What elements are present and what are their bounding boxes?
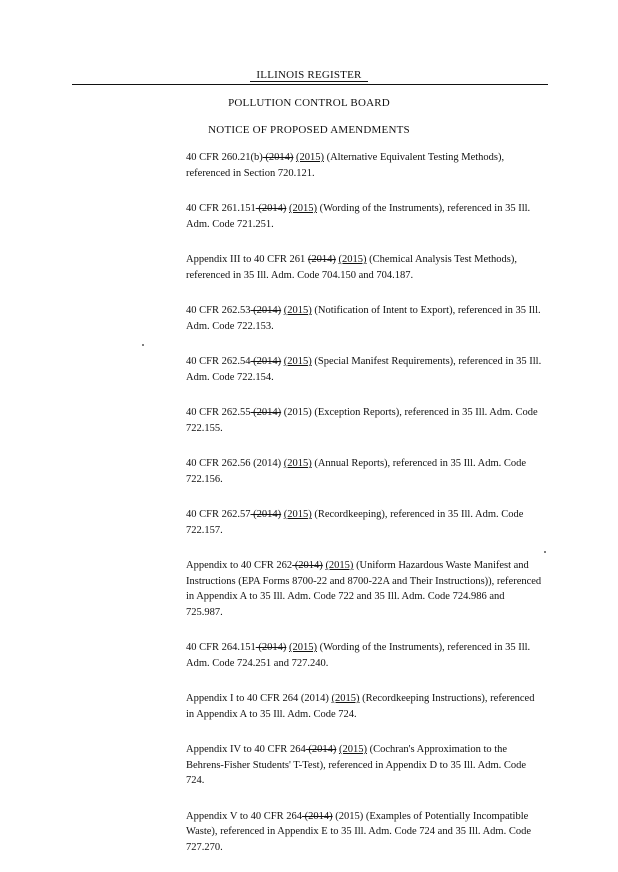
- reference-entry-10: [186, 640, 542, 671]
- deleted-text: (2014): [302, 810, 333, 822]
- entry-suffix: (Chemical Analysis Test Methods), referenced in 35 Ill. Adm. Code 704.150 and 704.187.: [186, 254, 517, 281]
- deleted-text: (2014): [255, 203, 287, 214]
- scan-speck: [142, 344, 144, 346]
- entry-suffix: (Wording of the Instruments), referenced in 35 Ill. Adm. Code 721.251.: [186, 203, 531, 230]
- inserted-text: (2015): [325, 560, 354, 571]
- entry-prefix: 40 CFR 262.53: [186, 305, 251, 316]
- inserted-text: (2015): [338, 254, 367, 265]
- inserted-text: (2015): [283, 458, 312, 469]
- entry-prefix: Appendix IV to 40 CFR 264: [186, 744, 306, 755]
- inserted-text: (2015): [283, 305, 312, 316]
- board-title: POLLUTION CONTROL BOARD: [228, 97, 390, 109]
- deleted-text: (2014): [250, 305, 282, 316]
- entry-prefix: Appendix V to 40 CFR 264: [186, 810, 303, 822]
- reference-entry-3: [186, 252, 542, 283]
- entry-suffix: (Special Manifest Requirements), referenced in 35 Ill. Adm. Code 722.154.: [186, 356, 542, 383]
- register-header: [0, 69, 618, 81]
- inserted-text: (2015): [283, 356, 312, 367]
- scan-speck: [544, 551, 546, 553]
- entry-suffix: (Annual Reports), referenced in 35 Ill. Adm. Code 722.156.: [186, 458, 527, 485]
- entry-suffix: (Cochran's Approximation to the Behrens-Fisher Students' T-Test), referenced in Appendix D to 35 Ill. Adm. Code 724.: [186, 744, 527, 786]
- entry-suffix: (Uniform Hazardous Waste Manifest and Instructions (EPA Forms 8700-22 and 8700-22A and Their Instructions)), referenced in Appendix A to 35 Ill. Adm. Code 722 and 35 Ill. Adm. Code 724.986 and 725.987.: [186, 560, 542, 618]
- reference-entry-9: [186, 558, 542, 620]
- header-divider: [72, 84, 548, 85]
- reference-entry-11: [186, 691, 542, 722]
- reference-entry-8: [186, 507, 542, 538]
- reference-list: [186, 150, 542, 872]
- entry-prefix: 40 CFR 262.57: [186, 509, 251, 520]
- reference-entry-2: [186, 201, 542, 232]
- reference-entry-1: [186, 150, 542, 181]
- entry-suffix: (Notification of Intent to Export), referenced in 35 Ill. Adm. Code 722.153.: [186, 305, 541, 332]
- reference-entry-6: [186, 405, 542, 436]
- deleted-text: (2014): [307, 254, 336, 265]
- entry-suffix: (Exception Reports), referenced in 35 Ill. Adm. Code 722.155.: [186, 407, 538, 434]
- inserted-text: (2015): [331, 693, 360, 704]
- inserted-text: (2015): [283, 509, 312, 520]
- reference-entry-5: [186, 354, 542, 385]
- inserted-text: (2015): [288, 203, 317, 214]
- notice-title: NOTICE OF PROPOSED AMENDMENTS: [208, 124, 410, 136]
- entry-prefix: 40 CFR 261.151: [186, 203, 256, 214]
- reference-entry-7: [186, 456, 542, 487]
- inserted-text: (2015): [288, 642, 317, 653]
- entry-prefix: 40 CFR 262.56 (2014): [186, 458, 282, 469]
- entry-prefix: Appendix III to 40 CFR 261: [186, 254, 308, 265]
- deleted-text: (2014): [250, 509, 282, 520]
- entry-prefix: 40 CFR 260.21(b): [186, 152, 263, 163]
- reference-entry-13: [186, 809, 542, 856]
- entry-prefix: 40 CFR 262.54: [186, 356, 251, 367]
- deleted-text: (2014): [255, 642, 287, 653]
- plain-year-text: (2015): [283, 407, 312, 418]
- deleted-text: (2014): [305, 744, 337, 755]
- register-title: ILLINOIS REGISTER: [250, 69, 367, 82]
- deleted-text: (2014): [250, 356, 282, 367]
- entry-suffix: (Recordkeeping Instructions), referenced in Appendix A to 35 Ill. Adm. Code 724.: [186, 693, 535, 720]
- entry-prefix: Appendix I to 40 CFR 264 (2014): [186, 693, 329, 704]
- entry-prefix: Appendix to 40 CFR 262: [186, 560, 293, 571]
- deleted-text: (2014): [250, 407, 282, 418]
- entry-suffix: (Wording of the Instruments), referenced in 35 Ill. Adm. Code 724.251 and 727.240.: [186, 642, 531, 669]
- entry-prefix: 40 CFR 262.55: [186, 407, 251, 418]
- inserted-text: (2015): [338, 744, 367, 755]
- entry-suffix: (Recordkeeping), referenced in 35 Ill. Adm. Code 722.157.: [186, 509, 524, 536]
- inserted-text: (2015): [295, 152, 324, 163]
- entry-suffix: (Alternative Equivalent Testing Methods), referenced in Section 720.121.: [186, 152, 505, 179]
- deleted-text: (2014): [292, 560, 323, 571]
- deleted-text: (2014): [262, 152, 294, 163]
- reference-entry-4: [186, 303, 542, 334]
- entry-suffix: (2015) (Examples of Potentially Incompatible Waste), referenced in Appendix E to 35 Ill. Adm. Code 724 and 35 Ill. Adm. Code 727.270.: [186, 810, 532, 853]
- reference-entry-12: [186, 742, 542, 789]
- entry-prefix: 40 CFR 264.151: [186, 642, 256, 653]
